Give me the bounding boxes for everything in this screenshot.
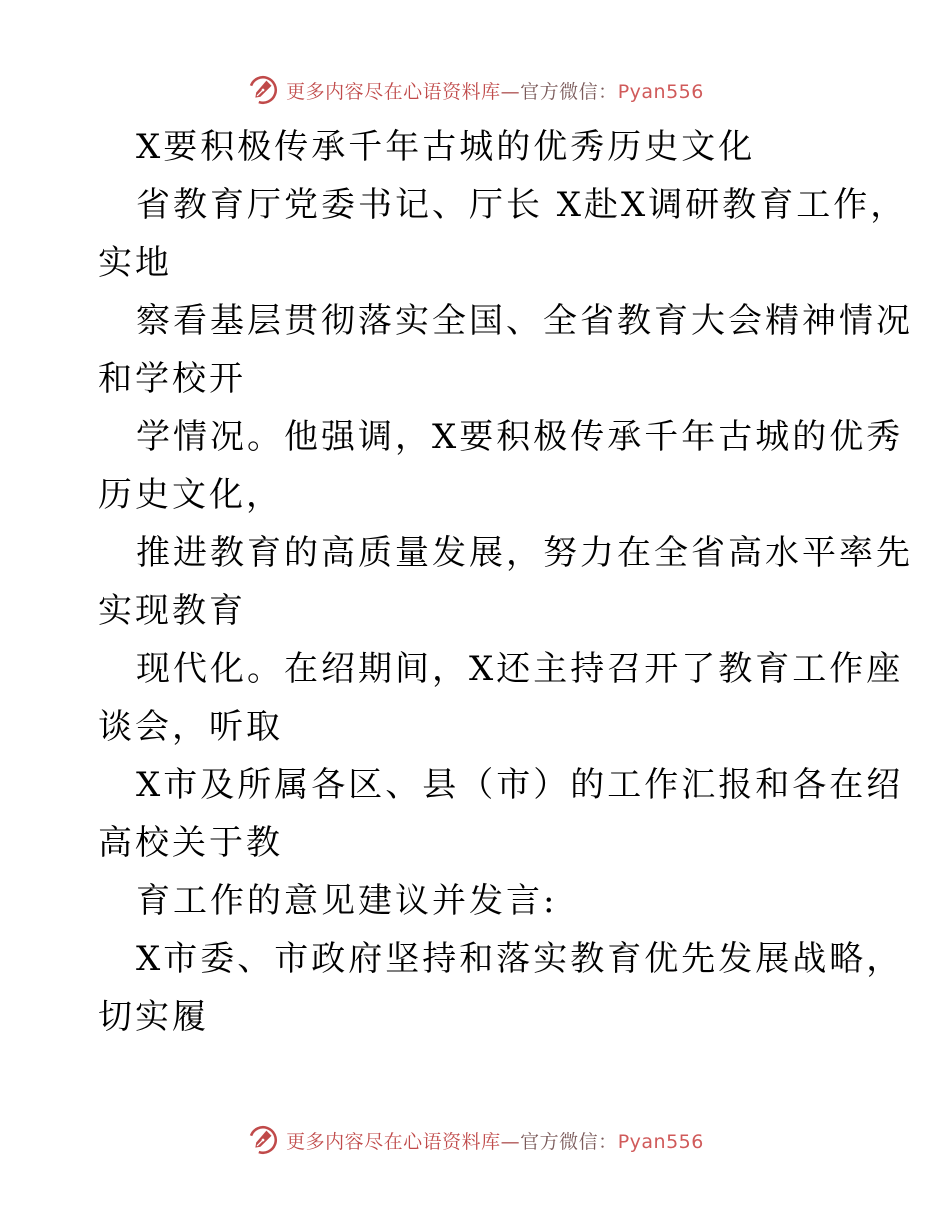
text-line: 育工作的意见建议并发言:	[136, 881, 558, 921]
watermark-site-text: 更多内容尽在心语资料库	[286, 80, 501, 103]
text-line: X要积极传承千年古城的优秀历史文化	[136, 127, 756, 167]
text-line: 高校关于教	[98, 823, 283, 863]
text-line: 省教育厅党委书记、厅长 X赴X调研教育工作，	[136, 185, 908, 225]
watermark-wechat-label: 官方微信：	[520, 1130, 618, 1153]
watermark-text	[286, 77, 704, 104]
pen-nib-circle-icon	[246, 73, 280, 107]
text-line: 推进教育的高质量发展，努力在全省高水平率先	[136, 533, 913, 573]
text-line: 实地	[98, 243, 172, 283]
text-line: 学情况。他强调，X要积极传承千年古城的优秀	[136, 417, 904, 457]
watermark-separator: —	[500, 1130, 521, 1153]
text-line: 历史文化，	[98, 475, 283, 515]
pen-nib-circle-icon	[246, 1123, 280, 1157]
text-line: 和学校开	[98, 359, 246, 399]
watermark-site-text: 更多内容尽在心语资料库	[286, 1130, 501, 1153]
text-line: X市及所属各区、县（市）的工作汇报和各在绍	[136, 765, 904, 805]
text-line: 实现教育	[98, 591, 246, 631]
text-line: X市委、市政府坚持和落实教育优先发展战略，	[136, 939, 904, 979]
footer-watermark	[0, 1120, 950, 1160]
watermark-separator: —	[500, 80, 521, 103]
text-line: 现代化。在绍期间，X还主持召开了教育工作座	[136, 649, 904, 689]
text-line: 切实履	[98, 997, 209, 1037]
watermark-text	[286, 1127, 704, 1154]
watermark-wechat-label: 官方微信：	[520, 80, 618, 103]
text-line: 谈会，听取	[98, 707, 283, 747]
watermark-wechat-id: Pyan556	[617, 80, 704, 103]
text-line: 察看基层贯彻落实全国、全省教育大会精神情况	[136, 301, 913, 341]
header-watermark	[0, 70, 950, 110]
watermark-wechat-id: Pyan556	[617, 1130, 704, 1153]
document-body	[98, 118, 913, 1046]
